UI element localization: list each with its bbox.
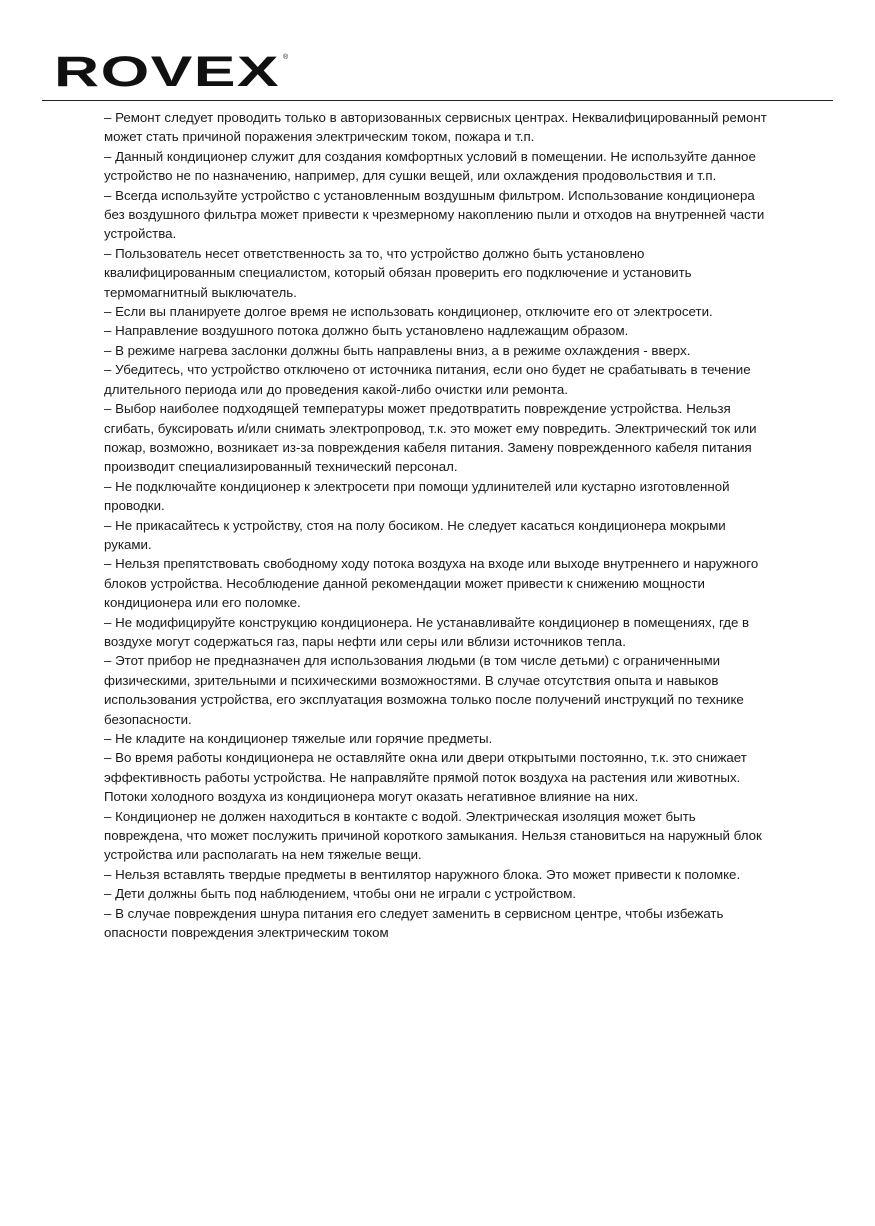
instruction-item: – Если вы планируете долгое время не использовать кондиционер, отключите его от электросети.	[104, 304, 713, 320]
instruction-item: – Всегда используйте устройство с установленным воздушным фильтром. Использование кондиционера без воздушного фильтра может привести к чрезмерному накоплению пыли и отходов на внутренней части устройства.	[104, 187, 765, 242]
instruction-item: – Не кладите на кондиционер тяжелые или горячие предметы.	[104, 731, 493, 746]
instruction-item: – Не прикасайтесь к устройству, стоя на полу босиком. Не следует касаться кондиционера мокрыми руками.	[104, 517, 726, 552]
instruction-item: – Нельзя вставлять твердые предметы в вентилятор наружного блока. Это может привести к поломке.	[104, 866, 741, 882]
instruction-item: – Не модифицируйте конструкцию кондиционера. Не устанавливайте кондиционер в помещениях, где в воздухе могут содержаться газ, пары нефти или серы или вблизи источников тепла.	[104, 614, 750, 649]
instruction-item: – Этот прибор не предназначен для использования людьми (в том числе детьми) с ограниченными физическими, зрительными и психическими возможностями. В случае отсутствия опыта и навыков использования устройства, его эксплуатация возможна только после получений инструкций по технике безопасности.	[104, 653, 744, 727]
instruction-item: – Не подключайте кондиционер к электросети при помощи удлинителей или кустарно изготовленной проводки.	[104, 478, 730, 514]
instruction-item: – Ремонт следует проводить только в авторизованных сервисных центрах. Неквалифицированный ремонт может стать причиной поражения электрическим током, пожара и т.п.	[104, 110, 767, 145]
safety-instructions	[104, 108, 772, 942]
instruction-item: – Дети должны быть под наблюдением, чтобы они не играли с устройством.	[104, 886, 577, 902]
instruction-item: – Выбор наиболее подходящей температуры может предотвратить повреждение устройства. Нельзя сгибать, буксировать и/или снимать электропровод, т.к. это может ему повредить. Электрический ток или пожар, возможно, возникает из-за повреждения кабеля питания. Замену поврежденного кабеля питания производит специализированный технический персонал.	[104, 401, 757, 475]
instruction-item: – В режиме нагрева заслонки должны быть направлены вниз, а в режиме охлаждения - вверх.	[104, 342, 691, 358]
instruction-item: – Убедитесь, что устройство отключено от источника питания, если оно будет не срабатывать в течение длительного периода или до проведения какой-либо очистки или ремонта.	[104, 362, 751, 397]
instruction-item: – Направление воздушного потока должно быть установлено надлежащим образом.	[104, 323, 629, 339]
instruction-item: – Данный кондиционер служит для создания комфортных условий в помещении. Не используйте данное устройство не по назначению, например, для сушки вещей, или охлаждения продовольствия и т.п.	[104, 148, 756, 184]
instruction-item: – Во время работы кондиционера не оставляйте окна или двери открытыми постоянно, т.к. это снижает эффективность работы устройства. Не направляйте прямой поток воздуха на растения или животных. Потоки холодного воздуха из кондиционера могут оказать негативное влияние на них.	[104, 750, 747, 805]
page-header	[0, 0, 875, 102]
instruction-item: – Пользователь несет ответственность за то, что устройство должно быть установлено квалифицированным специалистом, который обязан проверить его подключение и установить термомагнитный выключатель.	[104, 245, 692, 300]
instruction-item: – В случае повреждения шнура питания его следует заменить в сервисном центре, чтобы избежать опасности повреждения электрическим током	[104, 905, 724, 941]
brand-logo-text: ROVEX	[54, 50, 280, 90]
registered-mark: ®	[283, 54, 289, 61]
brand-logo	[54, 50, 294, 90]
instruction-item: – Нельзя препятствовать свободному ходу потока воздуха на входе или выходе внутреннего и наружного блоков устройства. Несоблюдение данной рекомендации может привести к снижению мощности кондиционера или его поломке.	[104, 556, 759, 611]
header-divider	[42, 100, 833, 101]
instruction-item: – Кондиционер не должен находиться в контакте с водой. Электрическая изоляция может быть повреждена, что может послужить причиной короткого замыкания. Нельзя становиться на наружный блок устройства или располагать на нем тяжелые вещи.	[104, 808, 762, 863]
